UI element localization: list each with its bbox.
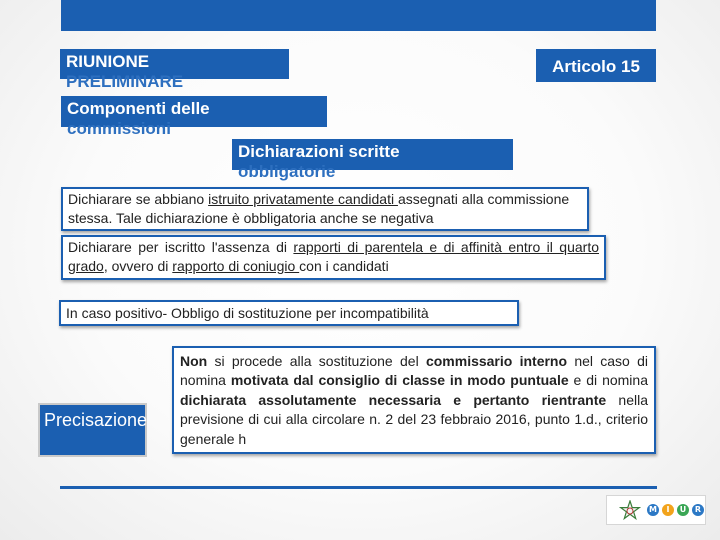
dichiarazioni-text: Dichiarazioni scritte [238,142,400,161]
box1-text-3: assegnati alla commissione stessa. Tale dichiarazione è obbligatoria anche se negativa [68,191,570,226]
riunione-text: RIUNIONE [66,52,150,71]
precisazione-label: Precisazione [38,403,147,457]
miur-logo [647,504,704,516]
box3-text: In caso positivo- Obbligo di sostituzione per incompatibilità [66,305,429,321]
box2-text-3: , ovvero di [103,258,173,274]
top-banner [61,0,656,31]
articolo-label: Articolo 15 [536,49,656,82]
box4-text-4: nel caso di nomina [180,353,649,389]
componenti-overflow-text: commissioni [67,119,171,138]
componenti-label [61,96,327,138]
box2-text-2: rapporti di parentela e di affinità entro il quarto grado [68,239,599,274]
box2-text-4: rapporto di coniugio [172,258,300,274]
box1-text-1: Dichiarare se abbiano [68,191,209,207]
miur-letter-m: M [647,504,659,516]
componenti-text: Componenti delle [67,99,210,118]
italian-emblem-icon [619,500,641,522]
miur-letter-u: U [677,504,689,516]
box4-text-3: commissario interno [425,353,568,369]
parentela-box [61,235,606,280]
istruito-box [61,187,589,231]
dichiarazioni-overflow-text: obbligatorie [238,162,336,181]
box4-text-8: nella previsione di cui alla circolare n. 2 del 23 febbraio 2016, punto 1.d., criterio generale h [180,391,648,447]
box2-text-1: Dichiarare per iscritto l'assenza di [68,239,294,255]
box2-text-5: con i candidati [299,258,389,274]
riunione-label [60,49,289,91]
box4-text-7: dichiarata assolutamente necessaria e pertanto rientrante [180,391,607,408]
box4-text-1: Non [180,353,208,369]
box4-text-6: e di nomina [568,372,648,389]
dichiarazioni-label [232,139,513,181]
footer-logos [606,495,706,525]
bottom-divider [60,486,657,489]
incompatibilita-box [59,300,519,326]
sostituzione-box [172,346,656,454]
riunione-hidden-text: PRELIMINARE [66,72,184,91]
miur-letter-i: I [662,504,674,516]
box1-text-2: istruito privatamente candidati [208,191,398,207]
box4-text-5: motivata dal consiglio di classe in modo puntuale [230,372,569,389]
miur-letter-r: R [692,504,704,516]
box4-text-2: si procede alla sostituzione del [207,353,426,369]
